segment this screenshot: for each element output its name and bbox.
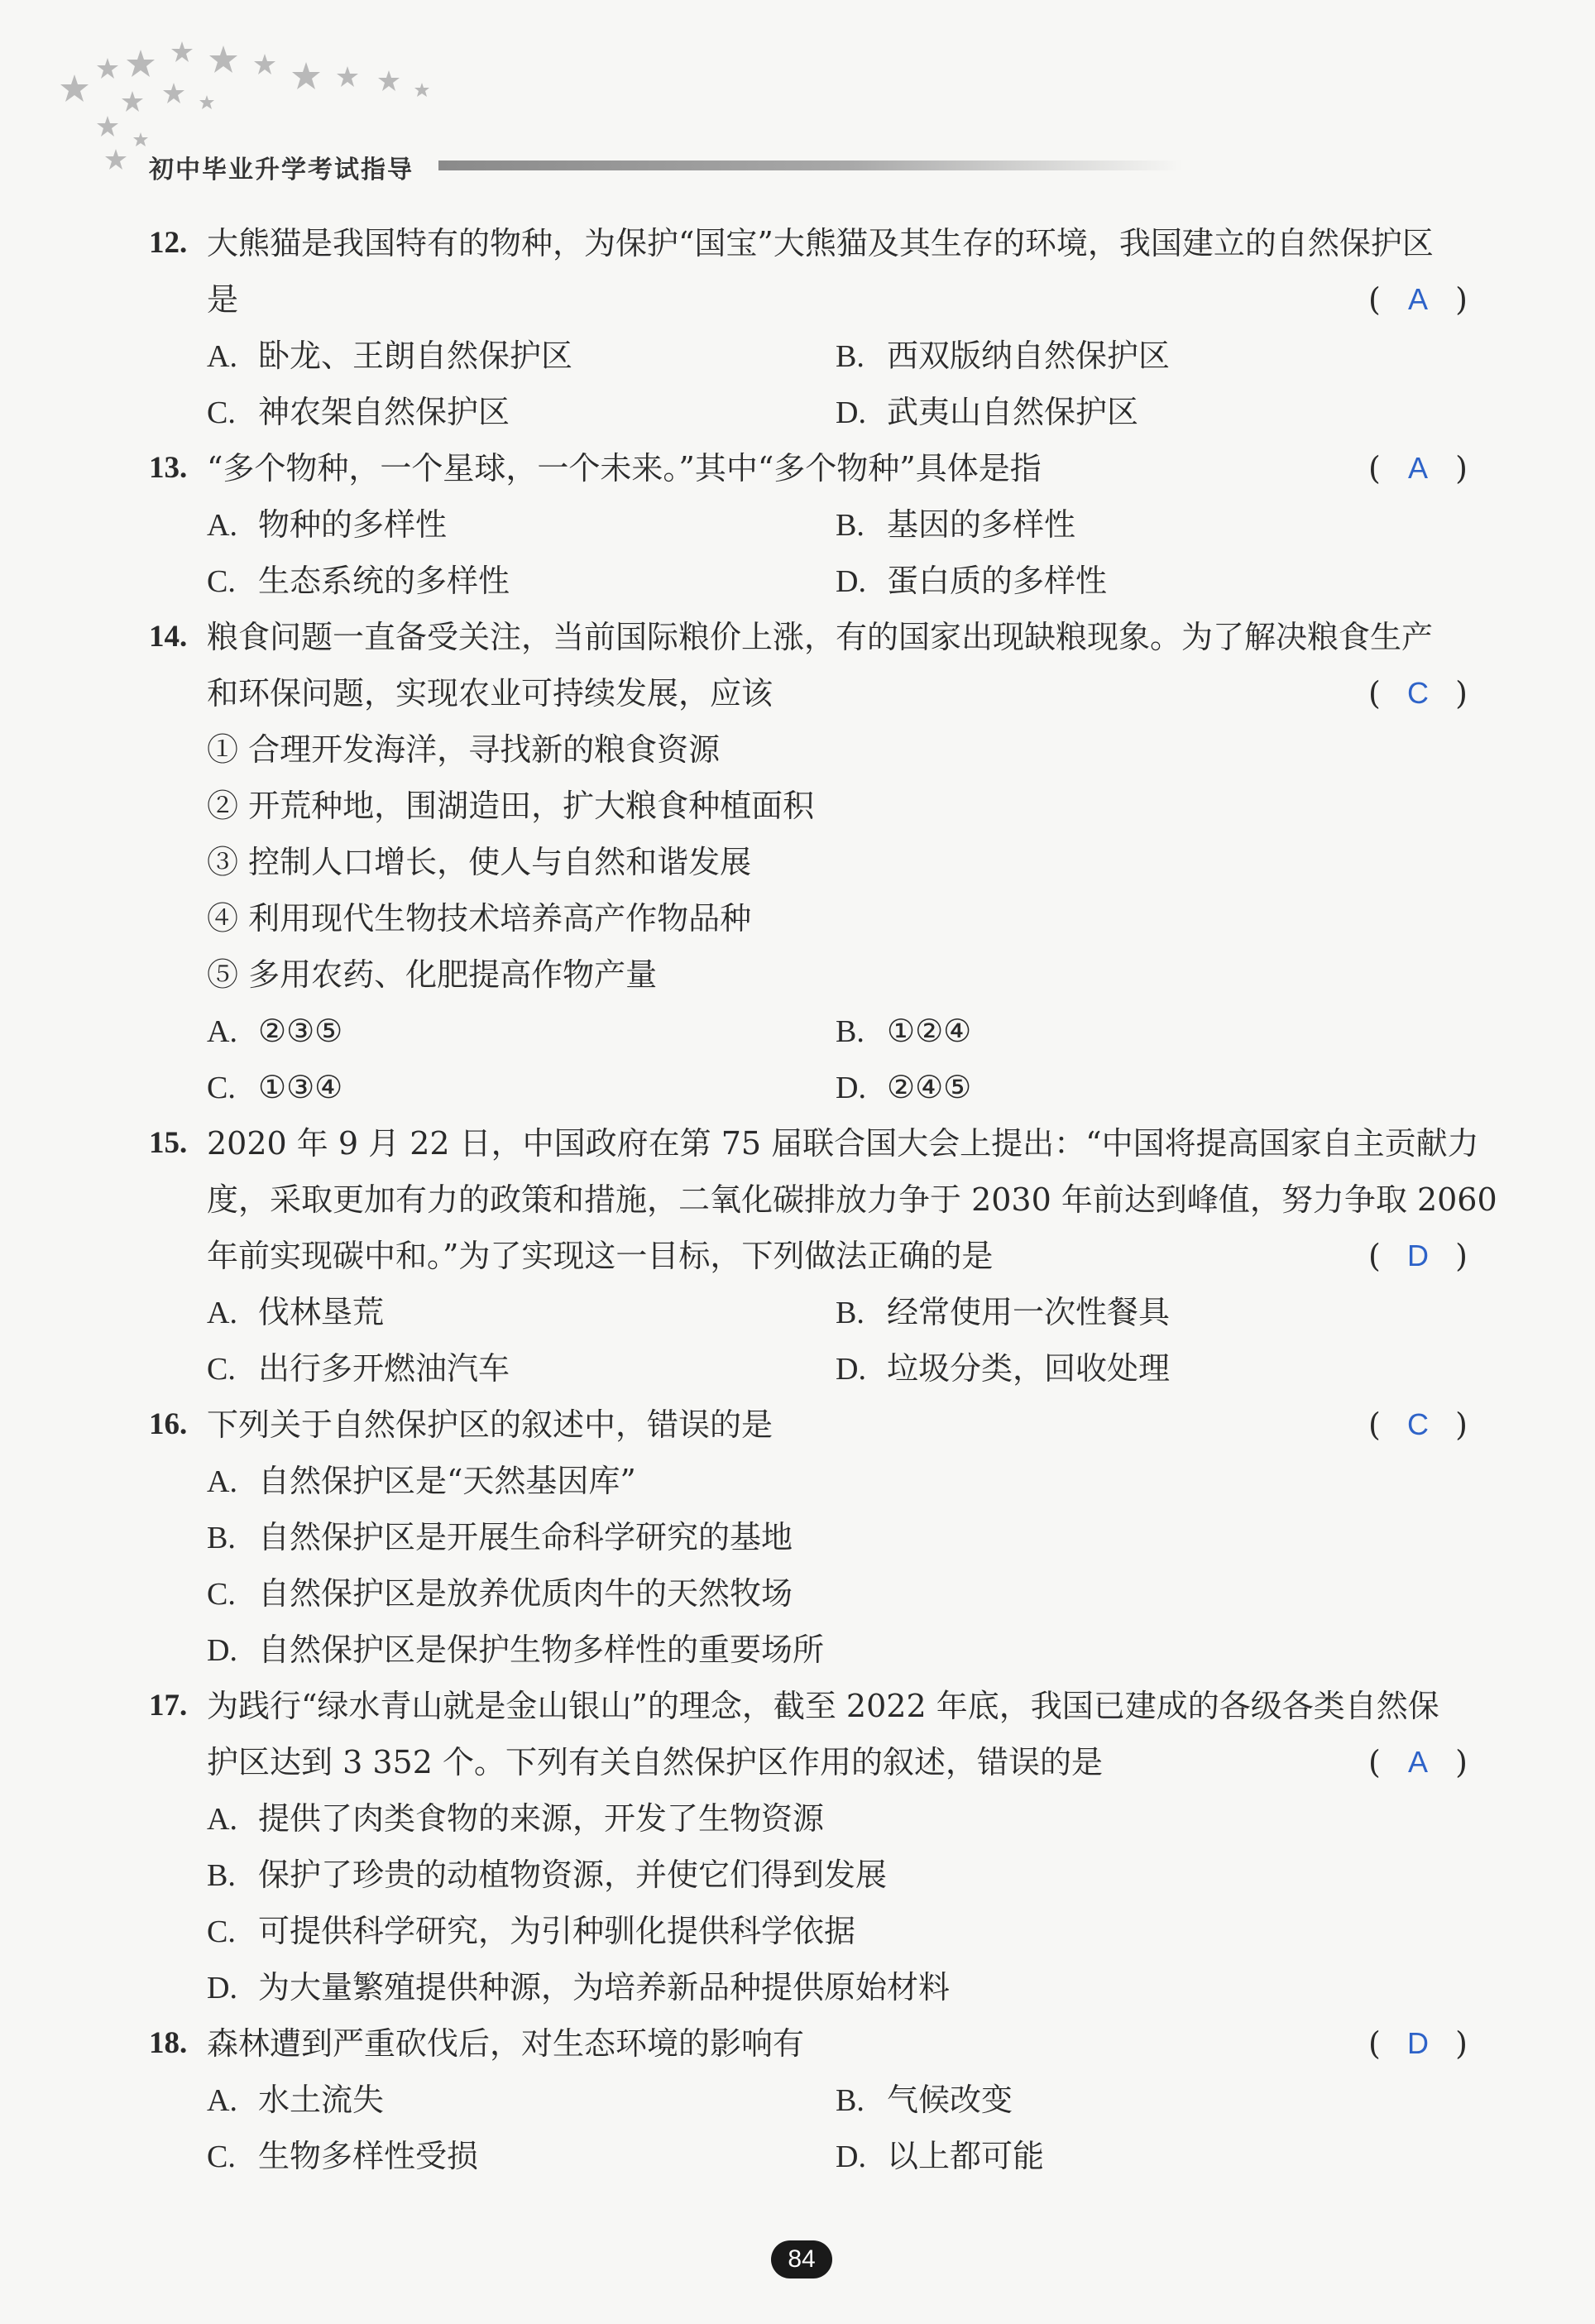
question-text: 和环保问题，实现农业可持续发展，应该 [207, 675, 774, 712]
statement-text: ① 合理开发海洋，寻找新的粮食资源 [207, 731, 721, 768]
choice-option [207, 553, 510, 610]
question-text: 是 [207, 281, 239, 318]
option-letter: C. [207, 1914, 236, 1949]
choice-option [207, 2128, 478, 2185]
option-letter: A. [207, 2083, 237, 2118]
option-row [149, 1059, 1473, 1115]
option-text: ①③④ [258, 1069, 343, 1105]
option-letter: B. [207, 1521, 236, 1555]
option-text: 自然保护区是开展生命科学研究的基地 [258, 1519, 793, 1555]
choice-option [836, 328, 1170, 385]
option-text: ②④⑤ [887, 1069, 972, 1105]
question-stem-line [149, 1397, 1473, 1453]
question-text: 护区达到 3 352 个。下列有关自然保护区作用的叙述，错误的是 [207, 1744, 1103, 1780]
option-letter: D. [836, 2140, 866, 2174]
question-stem-line [149, 665, 1473, 721]
option-letter: A. [207, 339, 237, 374]
statement-text: ② 开荒种地，围湖造田，扩大粮食种植面积 [207, 788, 815, 824]
question-18 [149, 2015, 1473, 2184]
open-paren: ( [1368, 2025, 1381, 2062]
answer-letter: D [1407, 2026, 1429, 2060]
option-text: 西双版纳自然保护区 [887, 338, 1171, 374]
option-letter: A. [207, 508, 237, 543]
question-15 [149, 1115, 1497, 1397]
option-letter: C. [207, 395, 236, 430]
option-text: 可提供科学研究，为引种驯化提供科学依据 [258, 1913, 856, 1949]
option-letter: B. [836, 339, 865, 374]
option-row [149, 1284, 1473, 1340]
open-paren: ( [1368, 1406, 1381, 1443]
choice-option [836, 1003, 971, 1060]
option-letter: D. [207, 1633, 237, 1668]
option-letter: B. [836, 2083, 865, 2118]
choice-option [836, 2072, 1013, 2129]
option-letter: A. [207, 1464, 237, 1499]
option-row [149, 2128, 1473, 2184]
option-text: 生物多样性受损 [258, 2138, 479, 2174]
close-paren: ) [1455, 450, 1468, 486]
option-text: 以上都可能 [887, 2138, 1045, 2174]
option-text: 气候改变 [887, 2082, 1013, 2118]
choice-option [207, 328, 572, 385]
option-letter: C. [207, 1071, 236, 1105]
option-row [149, 1903, 1473, 1959]
choice-option [207, 1340, 510, 1397]
choice-option [836, 2128, 1044, 2185]
option-row [149, 1790, 1473, 1847]
option-letter: D. [836, 1352, 866, 1387]
option-row [149, 1509, 1473, 1565]
option-letter: B. [836, 1014, 865, 1049]
choice-option [207, 1903, 855, 1960]
answer-bracket [1368, 1734, 1468, 1790]
choice-option [207, 1284, 384, 1341]
option-letter: C. [207, 2140, 236, 2174]
option-letter: A. [207, 1296, 237, 1330]
option-text: 神农架自然保护区 [258, 394, 510, 430]
question-stem-line [149, 1228, 1473, 1284]
open-paren: ( [1368, 675, 1381, 712]
question-14 [149, 609, 1473, 1115]
option-row [149, 1565, 1473, 1622]
option-text: 自然保护区是“天然基因库” [258, 1463, 636, 1499]
open-paren: ( [1368, 1744, 1381, 1780]
option-letter: D. [207, 1971, 237, 2005]
close-paren: ) [1455, 1406, 1468, 1443]
option-row [149, 1622, 1473, 1678]
close-paren: ) [1455, 2025, 1468, 2062]
answer-letter: D [1407, 1239, 1429, 1272]
answer-bracket [1368, 665, 1468, 721]
answer-letter: C [1407, 1407, 1429, 1441]
question-text: 森林遭到严重砍伐后，对生态环境的影响有 [207, 2025, 805, 2062]
question-text: 大熊猫是我国特有的物种，为保护“国宝”大熊猫及其生存的环境，我国建立的自然保护区 [207, 225, 1434, 261]
question-stem-line [149, 271, 1473, 328]
question-number: 12. [149, 226, 188, 260]
statement-text: ⑤ 多用农药、化肥提高作物产量 [207, 956, 658, 993]
statement-item [149, 890, 1473, 946]
option-text: 为大量繁殖提供种源，为培养新品种提供原始材料 [258, 1969, 951, 2005]
option-text: 自然保护区是放养优质肉牛的天然牧场 [258, 1575, 793, 1612]
choice-option [836, 1340, 1170, 1397]
answer-bracket [1368, 2015, 1468, 2072]
open-paren: ( [1368, 450, 1381, 486]
option-letter: A. [207, 1802, 237, 1837]
choice-option [207, 1565, 793, 1622]
option-letter: B. [836, 508, 865, 543]
question-16 [149, 1397, 1473, 1678]
option-text: 经常使用一次性餐具 [887, 1294, 1171, 1330]
answer-bracket [1368, 1228, 1468, 1284]
question-text: 下列关于自然保护区的叙述中，错误的是 [207, 1406, 774, 1443]
choice-option [836, 496, 1075, 553]
question-stem-line [149, 1678, 1473, 1734]
question-12 [149, 215, 1473, 440]
question-stem-line [149, 1734, 1473, 1790]
question-text: 为践行“绿水青山就是金山银山”的理念，截至 2022 年底，我国已建成的各级各类自然保 [207, 1688, 1439, 1724]
option-text: 武夷山自然保护区 [887, 394, 1139, 430]
option-row [149, 553, 1473, 609]
option-text: ②③⑤ [258, 1013, 343, 1049]
choice-option [207, 496, 447, 553]
option-text: 保护了珍贵的动植物资源，并使它们得到发展 [258, 1857, 888, 1893]
choice-option [207, 2072, 384, 2129]
option-text: 垃圾分类，回收处理 [887, 1350, 1171, 1387]
choice-option [207, 1059, 342, 1116]
choice-option [836, 553, 1107, 610]
answer-bracket [1368, 271, 1468, 328]
answer-bracket [1368, 1397, 1468, 1453]
statement-item [149, 721, 1473, 778]
choice-option [207, 1790, 824, 1847]
option-letter: C. [207, 564, 236, 599]
option-text: 水土流失 [258, 2082, 385, 2118]
option-row [149, 384, 1473, 440]
option-text: 生态系统的多样性 [258, 563, 510, 599]
question-stem-line [149, 1172, 1497, 1228]
question-number: 18. [149, 2026, 188, 2060]
option-text: 自然保护区是保护生物多样性的重要场所 [258, 1632, 825, 1668]
option-text: ①②④ [887, 1013, 972, 1049]
close-paren: ) [1455, 1744, 1468, 1780]
question-number: 17. [149, 1689, 188, 1723]
option-text: 物种的多样性 [258, 506, 448, 543]
choice-option [836, 384, 1138, 441]
answer-letter: A [1407, 1745, 1428, 1779]
statement-item [149, 834, 1473, 890]
choice-option [207, 1959, 950, 2016]
question-text: 2020 年 9 月 22 日，中国政府在第 75 届联合国大会上提出：“中国将提高国家自主贡献力 [207, 1125, 1479, 1162]
open-paren: ( [1368, 281, 1381, 318]
option-row [149, 2072, 1473, 2128]
option-letter: A. [207, 1014, 237, 1049]
option-letter: C. [207, 1577, 236, 1612]
page-number: 84 [771, 2240, 832, 2278]
question-text: “多个物种，一个星球，一个未来。”其中“多个物种”具体是指 [207, 450, 1042, 486]
question-stem-line [149, 1115, 1479, 1172]
close-paren: ) [1455, 675, 1468, 712]
option-letter: D. [836, 1071, 866, 1105]
question-number: 16. [149, 1407, 188, 1441]
option-row [149, 1959, 1473, 2015]
option-letter: B. [836, 1296, 865, 1330]
answer-letter: C [1407, 676, 1429, 710]
option-row [149, 328, 1473, 384]
question-17 [149, 1678, 1473, 2015]
option-text: 伐林垦荒 [258, 1294, 385, 1330]
question-text: 粮食问题一直备受关注，当前国际粮价上涨，有的国家出现缺粮现象。为了解决粮食生产 [207, 619, 1434, 655]
statement-item [149, 946, 1473, 1003]
open-paren: ( [1368, 1238, 1381, 1274]
statement-text: ③ 控制人口增长，使人与自然和谐发展 [207, 844, 752, 880]
option-row [149, 1340, 1473, 1397]
answer-letter: A [1407, 451, 1428, 485]
choice-option [207, 1509, 793, 1566]
question-stem-line [149, 440, 1473, 496]
answer-bracket [1368, 440, 1468, 496]
question-text: 度，采取更加有力的政策和措施，二氧化碳排放力争于 2030 年前达到峰值，努力争取 2060 [207, 1181, 1497, 1218]
close-paren: ) [1455, 1238, 1468, 1274]
option-letter: D. [836, 395, 866, 430]
statement-text: ④ 利用现代生物技术培养高产作物品种 [207, 900, 752, 937]
option-text: 卧龙、王朗自然保护区 [258, 338, 573, 374]
question-number: 13. [149, 451, 188, 485]
question-number: 15. [149, 1126, 188, 1160]
option-letter: D. [836, 564, 866, 599]
answer-letter: A [1407, 282, 1428, 316]
choice-option [207, 1003, 342, 1060]
choice-option [207, 1847, 887, 1904]
statement-item [149, 778, 1473, 834]
book-title: 初中毕业升学考试指导 [149, 156, 414, 184]
questions-content [149, 215, 1497, 2184]
choice-option [207, 1453, 636, 1510]
option-letter: B. [207, 1858, 236, 1893]
choice-option [207, 384, 510, 441]
question-number: 14. [149, 620, 188, 654]
question-text: 年前实现碳中和。”为了实现这一目标，下列做法正确的是 [207, 1238, 994, 1274]
option-text: 蛋白质的多样性 [887, 563, 1108, 599]
question-13 [149, 440, 1473, 609]
choice-option [207, 1622, 824, 1679]
option-row [149, 1453, 1473, 1509]
choice-option [836, 1284, 1170, 1341]
option-row [149, 1003, 1473, 1059]
option-row [149, 1847, 1473, 1903]
choice-option [836, 1059, 971, 1116]
option-letter: C. [207, 1352, 236, 1387]
option-row [149, 496, 1473, 553]
option-text: 基因的多样性 [887, 506, 1076, 543]
option-text: 出行多开燃油汽车 [258, 1350, 510, 1387]
question-stem-line [149, 609, 1473, 665]
header-rule [438, 161, 1183, 170]
question-stem-line [149, 2015, 1473, 2072]
close-paren: ) [1455, 281, 1468, 318]
option-text: 提供了肉类食物的来源，开发了生物资源 [258, 1800, 825, 1837]
question-stem-line [149, 215, 1473, 271]
